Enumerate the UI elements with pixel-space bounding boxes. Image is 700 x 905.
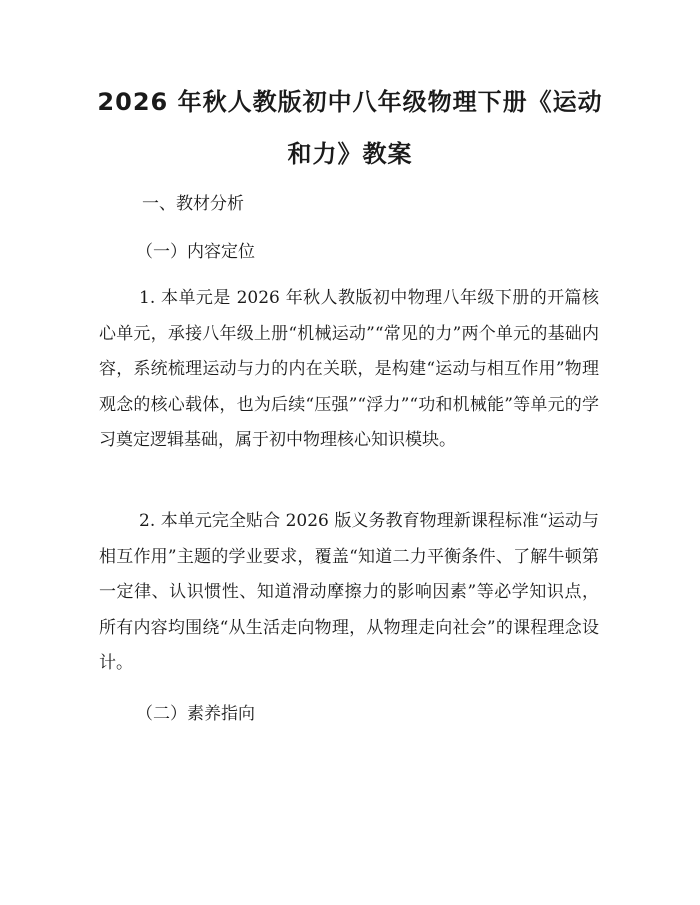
subsection-heading-literacy-orientation: （二）素养指向 — [136, 704, 255, 724]
section-heading-teaching-material-analysis: 一、教材分析 — [142, 194, 244, 214]
paragraph-1: 1. 本单元是 2026 年秋人教版初中物理八年级下册的开篇核心单元，承接八年级上册“机械运动”“常见的力”两个单元的基础内容，系统梳理运动与力的内在关联，是构建“运动与相互作用”物理观念的核心载体，也为后续“压强”“浮力”“功和机械能”等单元的学习奠定逻辑基础，属于初中物理核心知识模块。 — [99, 288, 599, 451]
subsection-heading-content-positioning: （一）内容定位 — [136, 242, 255, 262]
paragraph-2: 2. 本单元完全贴合 2026 版义务教育物理新课程标准“运动与相互作用”主题的学业要求，覆盖“知道二力平衡条件、了解牛顿第一定律、认识惯性、知道滑动摩擦力的影响因素”等必学知识点，所有内容均围绕“从生活走向物理，从物理走向社会”的课程理念设计。 — [99, 511, 599, 674]
document-title: 2026 年秋人教版初中八年级物理下册《运动和力》教案 — [97, 88, 603, 168]
